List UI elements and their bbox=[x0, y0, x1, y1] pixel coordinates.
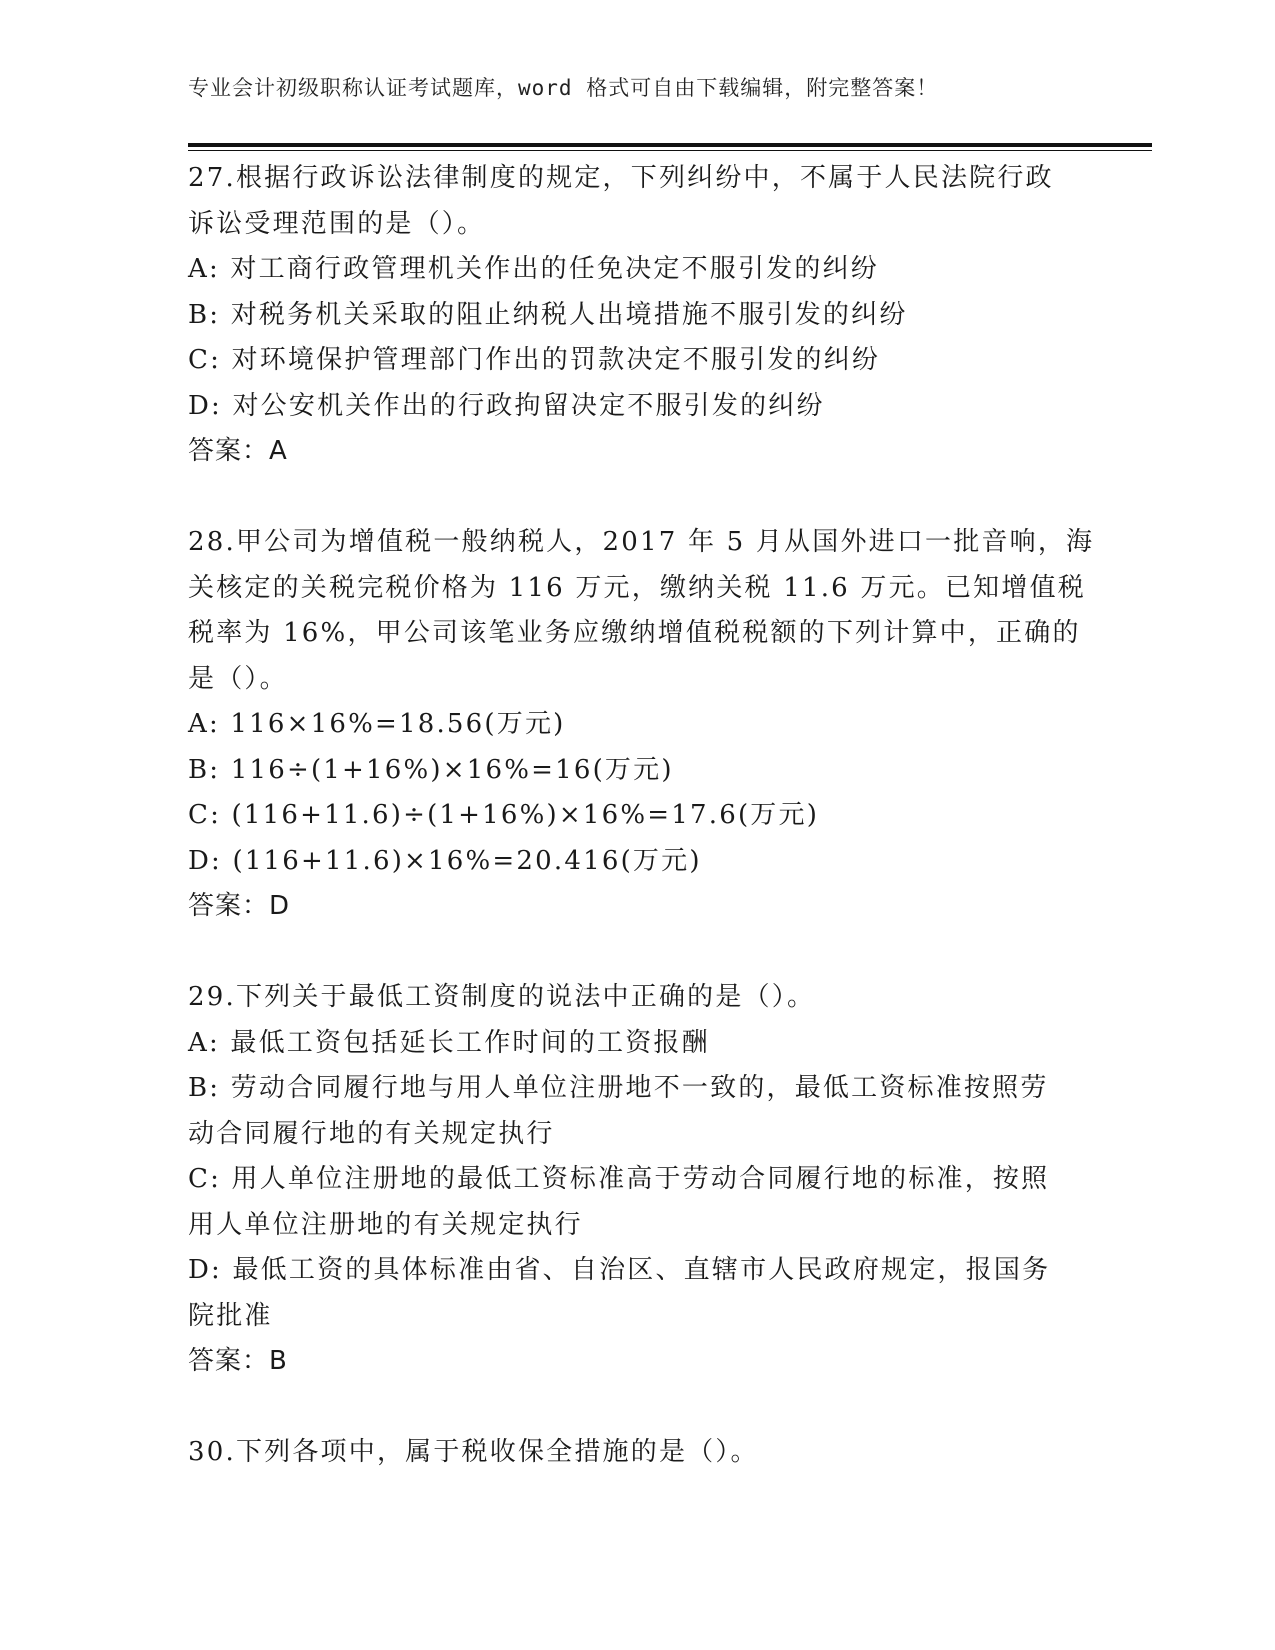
answer-label: 答案：B bbox=[188, 1346, 288, 1376]
option-a: A: 对工商行政管理机关作出的任免决定不服引发的纠纷 bbox=[188, 254, 880, 284]
option-d: D: (116+11.6)×16%=20.416(万元) bbox=[188, 845, 702, 876]
option-c-continued: 用人单位注册地的有关规定执行 bbox=[188, 1209, 583, 1240]
question-stem-line: 关核定的关税完税价格为 116 万元，缴纳关税 11.6 万元。已知增值税 bbox=[188, 572, 1086, 603]
question-27 bbox=[188, 156, 1088, 475]
answer-label: 答案：D bbox=[188, 891, 291, 921]
question-29 bbox=[188, 975, 1088, 1385]
question-spacer bbox=[188, 1385, 1088, 1431]
option-d: D: 对公安机关作出的行政拘留决定不服引发的纠纷 bbox=[188, 390, 825, 421]
question-stem-line: 29.下列关于最低工资制度的说法中正确的是（）。 bbox=[188, 982, 816, 1012]
option-d-continued: 院批准 bbox=[188, 1300, 273, 1331]
question-28 bbox=[188, 520, 1095, 930]
question-stem-line: 28.甲公司为增值税一般纳税人，2017 年 5 月从国外进口一批音响，海 bbox=[188, 527, 1095, 557]
answer-label: 答案：A bbox=[188, 436, 288, 466]
question-stem-line: 税率为 16%，甲公司该笔业务应缴纳增值税税额的下列计算中，正确的 bbox=[188, 618, 1081, 648]
question-spacer bbox=[188, 475, 1088, 521]
question-spacer bbox=[188, 930, 1088, 976]
header-rule-thick bbox=[188, 143, 1152, 147]
option-c: C: (116+11.6)÷(1+16%)×16%=17.6(万元) bbox=[188, 800, 820, 830]
question-stem-line: 诉讼受理范围的是（）。 bbox=[188, 208, 486, 239]
question-30 bbox=[188, 1430, 1088, 1476]
question-stem-line: 27.根据行政诉讼法律制度的规定，下列纠纷中，不属于人民法院行政 bbox=[188, 163, 1054, 193]
page-header: 专业会计初级职称认证考试题库，word 格式可自由下载编辑，附完整答案！ bbox=[188, 76, 939, 100]
option-b: B: 对税务机关采取的阻止纳税人出境措施不服引发的纠纷 bbox=[188, 299, 908, 330]
question-stem-line: 是（）。 bbox=[188, 663, 288, 694]
option-b-continued: 动合同履行地的有关规定执行 bbox=[188, 1118, 555, 1149]
header-rule-thin bbox=[188, 150, 1152, 151]
option-a: A: 116×16%=18.56(万元) bbox=[188, 709, 566, 739]
option-d: D: 最低工资的具体标准由省、自治区、直辖市人民政府规定，报国务 bbox=[188, 1255, 1051, 1285]
questions-content bbox=[188, 156, 1095, 1476]
option-b: B: 劳动合同履行地与用人单位注册地不一致的，最低工资标准按照劳 bbox=[188, 1073, 1049, 1103]
option-c: C: 对环境保护管理部门作出的罚款决定不服引发的纠纷 bbox=[188, 345, 881, 375]
option-b: B: 116÷(1+16%)×16%=16(万元) bbox=[188, 754, 674, 785]
option-a: A: 最低工资包括延长工作时间的工资报酬 bbox=[188, 1027, 710, 1058]
option-c: C: 用人单位注册地的最低工资标准高于劳动合同履行地的标准，按照 bbox=[188, 1164, 1050, 1194]
question-stem-line: 30.下列各项中，属于税收保全措施的是（）。 bbox=[188, 1437, 759, 1467]
